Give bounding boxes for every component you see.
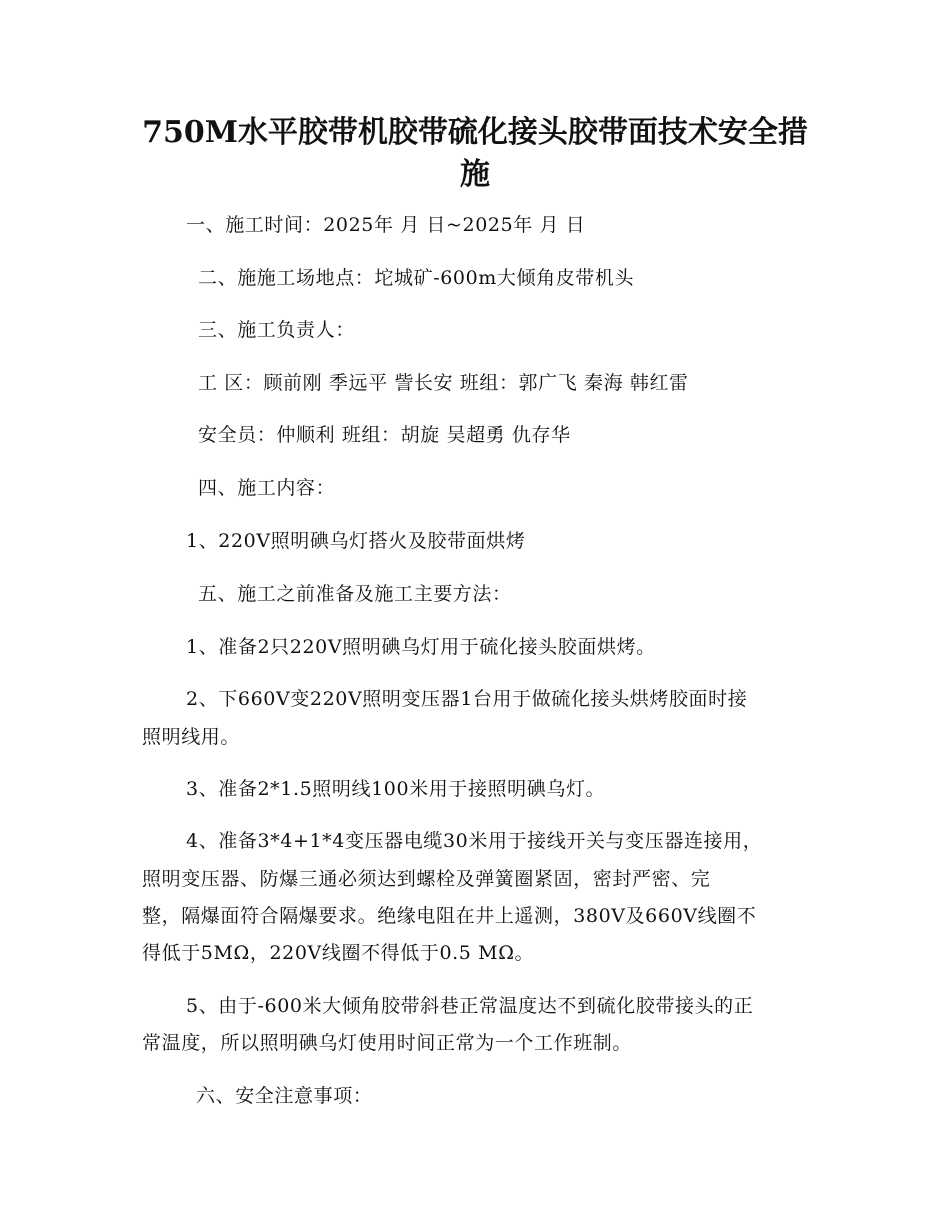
leader-heading: 三、施工负责人： (198, 319, 355, 341)
construction-location: 二、施施工场地点：坨城矿-600m大倾角皮带机头 (198, 267, 635, 289)
content-heading: 四、施工内容： (198, 477, 336, 499)
preparation-item-3: 3、准备2*1.5照明线100米用于接照明碘乌灯。 (186, 778, 606, 800)
preparation-item-4-line-1: 4、准备3*4+1*4变压器电缆30米用于接线开关与变压器连接用， (186, 830, 763, 852)
preparation-item-5-line-1: 5、由于-600米大倾角胶带斜巷正常温度达不到硫化胶带接头的正 (186, 995, 754, 1017)
preparation-item-2-line-1: 2、下660V变220V照明变压器1台用于做硫化接头烘烤胶面时接 (186, 688, 748, 710)
preparation-item-4-line-3: 整，隔爆面符合隔爆要求。绝缘电阻在井上遥测，380V及660V线圈不 (142, 905, 757, 927)
preparation-heading: 五、施工之前准备及施工主要方法： (198, 583, 512, 605)
document-title-line-1: 750M水平胶带机胶带硫化接头胶带面技术安全措 (142, 115, 808, 150)
work-area-personnel: 工 区：顾前刚 季远平 訾长安 班组：郭广飞 秦海 韩红雷 (198, 372, 689, 394)
safety-officer-personnel: 安全员：仲顺利 班组：胡旋 吴超勇 仇存华 (198, 424, 571, 446)
construction-time: 一、施工时间：2025年 月 日~2025年 月 日 (186, 214, 586, 236)
content-item-1: 1、220V照明碘乌灯搭火及胶带面烘烤 (186, 530, 526, 552)
preparation-item-1: 1、准备2只220V照明碘乌灯用于硫化接头胶面烘烤。 (186, 636, 656, 658)
safety-heading: 六、安全注意事项： (196, 1085, 373, 1107)
preparation-item-4-line-4: 得低于5MΩ，220V线圈不得低于0.5 MΩ。 (142, 942, 535, 964)
preparation-item-2-line-2: 照明线用。 (142, 726, 241, 748)
preparation-item-4-line-2: 照明变压器、防爆三通必须达到螺栓及弹簧圈紧固，密封严密、完 (142, 868, 711, 890)
document-title-line-2: 施 (460, 157, 490, 192)
preparation-item-5-line-2: 常温度，所以照明碘乌灯使用时间正常为一个工作班制。 (142, 1032, 633, 1054)
